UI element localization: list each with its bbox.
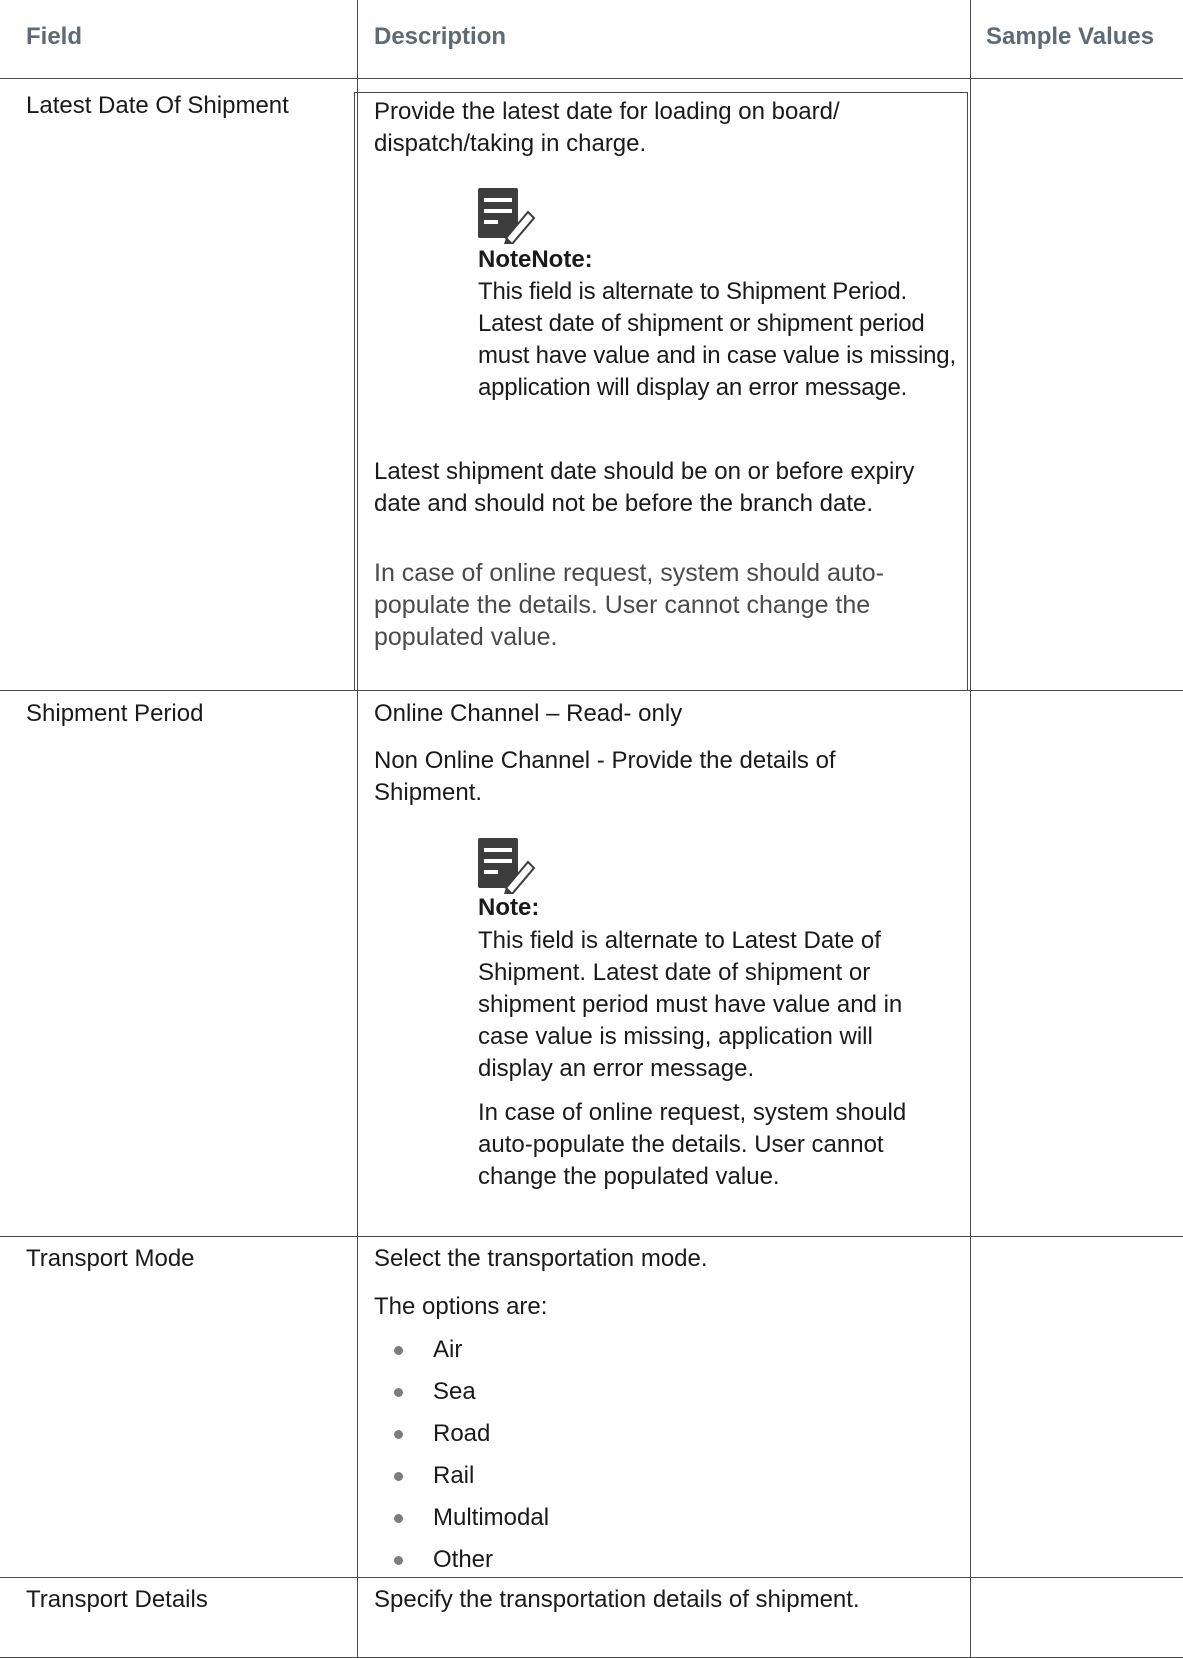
row1-desc1: Provide the latest date for loading on board/ dispatch/taking in charge.: [374, 98, 840, 157]
row2-note-text2: In case of online request, system should auto-populate the details. User cannot change the populated value.: [478, 1099, 907, 1190]
row-border-1: [0, 690, 1183, 691]
row-border-2: [0, 1236, 1183, 1237]
header-description: Description: [374, 23, 507, 50]
column-divider-2: [970, 0, 971, 1658]
row2-desc2: Non Online Channel - Provide the details of Shipment.: [374, 747, 836, 806]
row2-desc1: Online Channel – Read- only: [374, 700, 683, 727]
row-border-3: [0, 1577, 1183, 1578]
list-item: Other: [375, 1544, 549, 1576]
row4-desc1: Specify the transportation details of shipment.: [374, 1586, 860, 1613]
row2-note-text: This field is alternate to Latest Date of Shipment. Latest date of shipment or shipment period must have value and in case value is missing, application will display an error message.: [478, 927, 903, 1082]
row1-desc2: Latest shipment date should be on or before expiry date and should not be before the branch date.: [374, 458, 915, 517]
header-sample-values: Sample Values: [986, 23, 1155, 50]
list-item: Road: [375, 1418, 549, 1450]
row4-field: Transport Details: [26, 1586, 208, 1613]
desc-cell-frame-1: [354, 92, 968, 690]
row1-field: Latest Date Of Shipment: [26, 92, 289, 119]
transport-options-list: [375, 1334, 549, 1586]
row3-desc1: Select the transportation mode.: [374, 1245, 708, 1272]
row1-desc3: In case of online request, system should auto-populate the details. User cannot change the populated value.: [374, 559, 885, 651]
list-item: Multimodal: [375, 1502, 549, 1534]
note-icon: [478, 838, 538, 894]
row1-note-text: This field is alternate to Shipment Period. Latest date of shipment or shipment period must have value and in case value is missing, application will display an error message.: [478, 278, 956, 401]
note-label: NoteNote:: [478, 246, 593, 273]
list-item: Sea: [375, 1376, 549, 1408]
row3-field: Transport Mode: [26, 1245, 195, 1272]
list-item: Air: [375, 1334, 549, 1366]
note-label: Note:: [478, 894, 540, 921]
header-bottom-border: [0, 78, 1183, 79]
row2-field: Shipment Period: [26, 700, 204, 727]
list-item: Rail: [375, 1460, 549, 1492]
row3-desc2: The options are:: [374, 1293, 548, 1320]
header-field: Field: [26, 23, 83, 50]
